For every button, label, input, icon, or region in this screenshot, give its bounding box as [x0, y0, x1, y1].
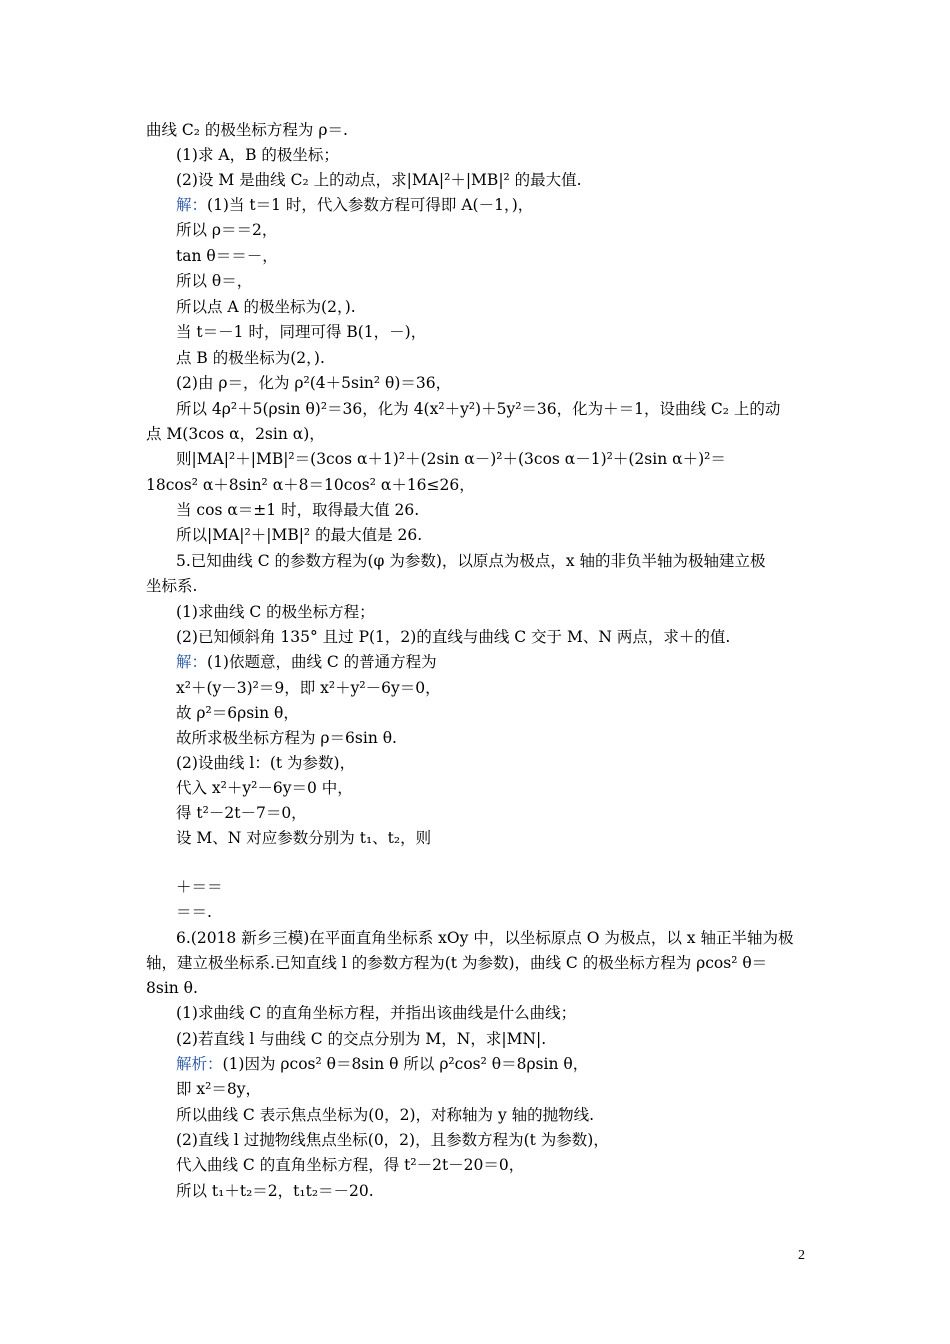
text-line: 18cos² α＋8sin² α＋8＝10cos² α＋16≤26，	[146, 476, 475, 494]
text-line: (2)已知倾斜角 135° 且过 P(1，2)的直线与曲线 C 交于 M、N 两点，求＋的值.	[176, 628, 731, 646]
text-line: (2)由 ρ＝，化为 ρ²(4＋5sin² θ)＝36，	[176, 374, 452, 392]
text-line: 当 t＝－1 时，同理可得 B(1，－)，	[176, 323, 427, 341]
page-number: 2	[798, 1248, 805, 1263]
text-line: (2)若直线 l 与曲线 C 的交点分别为 M，N，求|MN|.	[176, 1030, 547, 1048]
solution-label: 解：	[176, 196, 208, 214]
text-line: ＋＝＝	[176, 878, 223, 896]
text-line: 故所求极坐标方程为 ρ＝6sin θ.	[176, 729, 397, 747]
text-line: 故 ρ²＝6ρsin θ，	[176, 704, 299, 722]
text-line: (1)求曲线 C 的直角坐标方程，并指出该曲线是什么曲线；	[176, 1004, 577, 1022]
text-line: 8sin θ.	[146, 979, 198, 997]
text-line: 解：(1)依题意，曲线 C 的普通方程为	[176, 653, 437, 671]
text-line: 所以|MA|²＋|MB|² 的最大值是 26.	[176, 526, 423, 544]
text-line: 即 x²＝8y，	[176, 1080, 262, 1098]
text-line: 代入曲线 C 的直角坐标方程，得 t²－2t－20＝0，	[176, 1156, 525, 1174]
text-line: 点 M(3cos α，2sin α)，	[146, 425, 325, 443]
text-line: (1)求 A，B 的极坐标；	[176, 146, 339, 164]
text-line: ＝＝.	[176, 903, 212, 921]
solution-label: 解：	[176, 653, 208, 671]
text-line: 所以 4ρ²＋5(ρsin θ)²＝36，化为 4(x²＋y²)＋5y²＝36，化为＋＝1，设曲线 C₂ 上的动	[176, 400, 781, 418]
text-line: x²＋(y－3)²＝9，即 x²＋y²－6y＝0，	[176, 679, 441, 697]
text-line: 坐标系.	[146, 577, 198, 595]
text-line: 5.已知曲线 C 的参数方程为(φ 为参数)，以原点为极点，x 轴的非负半轴为极轴建立极	[176, 552, 766, 570]
text-line: 所以 ρ＝＝2，	[176, 221, 278, 239]
text-line: 解：(1)当 t＝1 时，代入参数方程可得即 A(－1，)，	[176, 196, 534, 214]
text-line: (2)直线 l 过抛物线焦点坐标(0，2)，且参数方程为(t 为参数)，	[176, 1131, 609, 1149]
text-line: 轴，建立极坐标系.已知直线 l 的参数方程为(t 为参数)，曲线 C 的极坐标方程为 ρcos² θ＝	[146, 954, 768, 972]
text-line: 所以 θ＝，	[176, 272, 253, 290]
text-line: tan θ＝＝－，	[176, 247, 278, 265]
solution-label: 解析：	[176, 1055, 223, 1073]
text-line: 设 M、N 对应参数分别为 t₁、t₂，则	[176, 829, 432, 847]
text-line: 解析：(1)因为 ρcos² θ＝8sin θ 所以 ρ²cos² θ＝8ρsin θ，	[176, 1055, 589, 1073]
text-line: 所以点 A 的极坐标为(2，).	[176, 298, 356, 316]
text-line: 所以曲线 C 表示焦点坐标为(0，2)，对称轴为 y 轴的抛物线.	[176, 1106, 595, 1124]
text-line: 当 cos α＝±1 时，取得最大值 26.	[176, 501, 420, 519]
text-line: 曲线 C₂ 的极坐标方程为 ρ＝.	[146, 121, 348, 139]
text-line: 6.(2018 新乡三模)在平面直角坐标系 xOy 中，以坐标原点 O 为极点，以 x 轴正半轴为极	[176, 929, 794, 947]
text-line: (1)求曲线 C 的极坐标方程；	[176, 603, 375, 621]
text-line: 代入 x²＋y²－6y＝0 中，	[176, 779, 353, 797]
text-line: (2)设曲线 l：(t 为参数)，	[176, 754, 356, 772]
text-line: (2)设 M 是曲线 C₂ 上的动点，求|MA|²＋|MB|² 的最大值.	[176, 171, 582, 189]
text-line: 则|MA|²＋|MB|²＝(3cos α＋1)²＋(2sin α－)²＋(3cos α－1)²＋(2sin α＋)²＝	[176, 450, 726, 468]
text-line: 得 t²－2t－7＝0，	[176, 804, 307, 822]
text-line: 所以 t₁＋t₂＝2，t₁t₂＝－20.	[176, 1182, 374, 1200]
text-line: 点 B 的极坐标为(2，).	[176, 349, 325, 367]
